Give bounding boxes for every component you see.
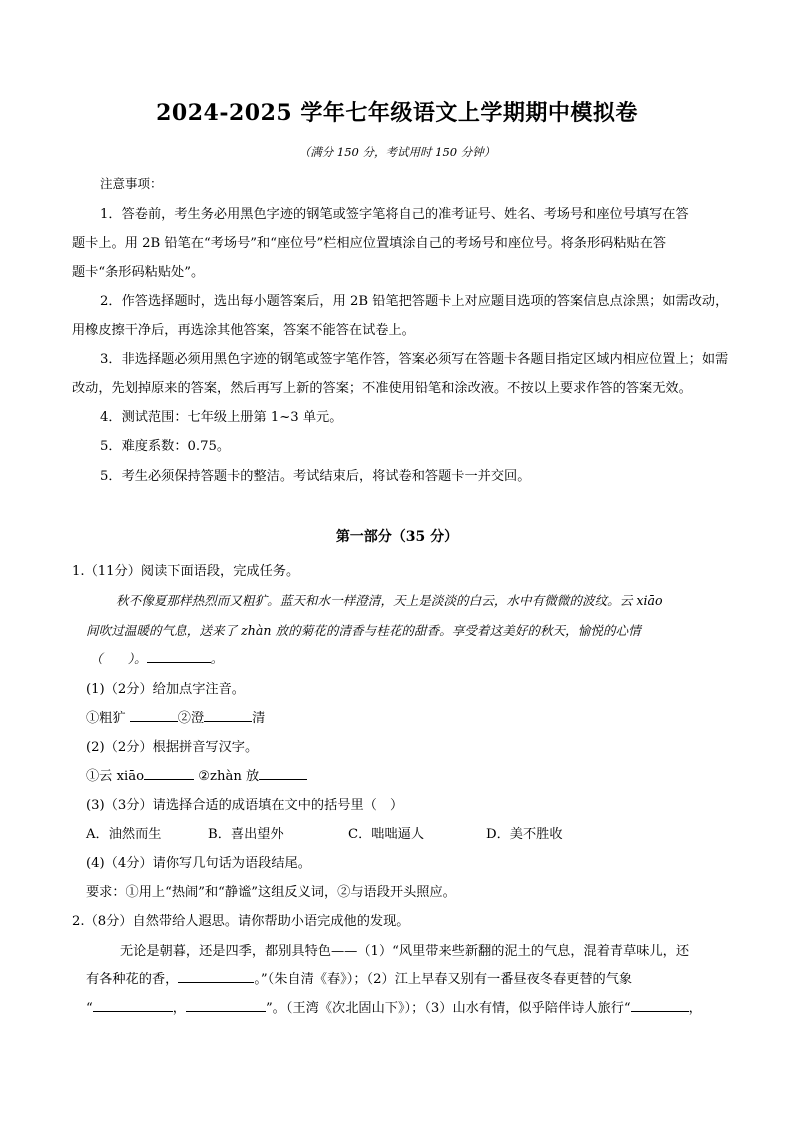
notice-line: 用橡皮擦干净后，再选涂其他答案，答案不能答在试卷上。 — [72, 323, 415, 338]
question-2-line: 无论是朝暮，还是四季，都别具特色——（1）“风里带来些新翻的泥土的气息，混着青草味儿，还 — [120, 944, 690, 959]
notice-heading: 注意事项： — [100, 176, 163, 191]
answer-blank[interactable] — [130, 708, 178, 722]
item-label: ①粗犷 — [86, 711, 126, 726]
option-b[interactable]: B．喜出望外 — [208, 827, 284, 842]
answer-blank[interactable] — [186, 998, 266, 1012]
notice-line: 题卡“条形码粘贴处”。 — [72, 265, 205, 280]
section-heading: 第一部分（35 分） — [335, 529, 459, 545]
item-label: ②澄 — [177, 711, 205, 726]
answer-blank[interactable] — [259, 766, 307, 780]
option-c[interactable]: C．咄咄逼人 — [348, 827, 425, 842]
passage-line-with-blank: （ ）。 。 — [90, 651, 224, 666]
sub-question-1: (1)（2分）给加点字注音。 — [86, 682, 245, 697]
notice-line: 5．考生必须保持答题卡的整洁。考试结束后，将试卷和答题卡一并交回。 — [100, 469, 531, 484]
text: 。”（朱自清《春》）；（2）江上早春又别有一番昼夜冬春更替的气象 — [254, 972, 633, 987]
passage-line: 间吹过温暖的气息，送来了 zhàn 放的菊花的清香与桂花的甜香。享受着这美好的秋天，愉悦的心情 — [86, 623, 641, 638]
option-d[interactable]: D．美不胜收 — [486, 827, 563, 842]
text: “ — [86, 1001, 93, 1016]
text: 有各种花的香， — [86, 972, 179, 987]
answer-blank[interactable] — [178, 969, 254, 983]
answer-blank[interactable] — [93, 998, 173, 1012]
notice-line: 2．作答选择题时，选出每小题答案后，用 2B 铅笔把答题卡上对应题目选项的答案信息点涂黑；如需改动， — [100, 294, 729, 309]
notice-line: 1．答卷前，考生务必用黑色字迹的钢笔或签字笔将自己的准考证号、姓名、考场号和座位号填写在答 — [100, 207, 689, 222]
notice-line: 5．难度系数：0.75。 — [100, 439, 231, 454]
sub-question-1-items — [86, 707, 265, 726]
option-a[interactable]: A．油然而生 — [86, 827, 162, 842]
text: ， — [688, 1001, 702, 1016]
question-2-stem: 2.（8分）自然带给人遐思。请你帮助小语完成他的发现。 — [72, 914, 410, 929]
passage-line: 秋不像夏那样热烈而又粗犷。蓝天和水一样澄清，天上是淡淡的白云，水中有微微的波纹。云 xiāo — [116, 593, 663, 608]
sub-question-2: (2)（2分）根据拼音写汉字。 — [86, 740, 259, 755]
notice-line: 4．测试范围：七年级上册第 1~3 单元。 — [100, 410, 343, 425]
notice-line: 题卡上。用 2B 铅笔在“考场号”和“座位号”栏相应位置填涂自己的考场号和座位号。将条形码粘贴在答 — [72, 236, 667, 251]
answer-blank[interactable] — [147, 649, 211, 663]
page-title: 2024-2025 学年七年级语文上学期期中模拟卷 — [156, 100, 638, 126]
sub-question-4: (4)（4分）请你写几句话为语段结尾。 — [86, 856, 311, 871]
notice-line: 改动，先划掉原来的答案，然后再写上新的答案；不准使用铅笔和涂改液。不按以上要求作答的答案无效。 — [72, 381, 692, 396]
sub-question-4-requirement: 要求：①用上“热闹”和“静谧”这组反义词，②与语段开头照应。 — [86, 885, 456, 900]
text: ”。（王湾《次北固山下》）；（3）山水有情，似乎陪伴诗人旅行“ — [265, 1001, 631, 1016]
answer-blank[interactable] — [631, 998, 689, 1012]
notice-line: 3．非选择题必须用黑色字迹的钢笔或签字笔作答，答案必须写在答题卡各题目指定区域内相应位置上；如需 — [100, 352, 729, 367]
text: ， — [172, 1001, 186, 1016]
question-2-line — [86, 968, 632, 987]
item-label: ②zhàn 放 — [198, 769, 260, 784]
passage-line: （ ）。 — [90, 651, 147, 666]
page-subtitle: （满分 150 分，考试用时 150 分钟） — [298, 145, 496, 159]
answer-blank[interactable] — [144, 766, 194, 780]
question-2-line — [86, 997, 702, 1016]
answer-blank[interactable] — [204, 708, 252, 722]
question-1-stem: 1.（11分）阅读下面语段，完成任务。 — [72, 564, 300, 579]
sub-question-2-items — [86, 765, 307, 784]
sub-question-3: (3)（3分）请选择合适的成语填在文中的括号里（ ） — [86, 798, 404, 813]
item-label: ①云 xiāo — [86, 769, 145, 784]
item-label: 清 — [252, 711, 266, 726]
